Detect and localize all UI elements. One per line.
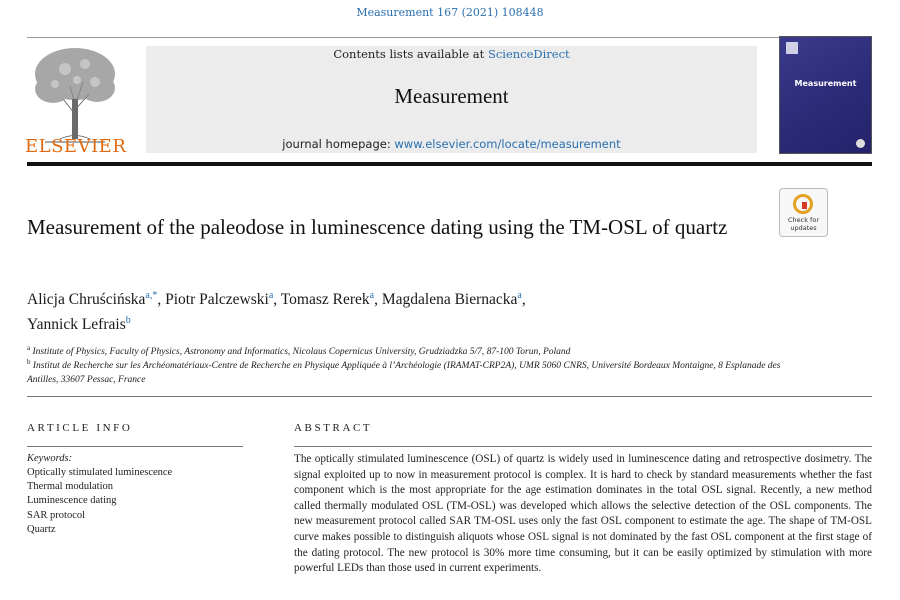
keyword[interactable]: Quartz (27, 523, 56, 535)
update-icon (793, 194, 813, 214)
journal-citation[interactable]: Measurement 167 (2021) 108448 (356, 6, 544, 19)
check-updates-label: Check for updates (788, 216, 819, 232)
divider (27, 37, 872, 38)
keyword[interactable]: Luminescence dating (27, 495, 117, 507)
cover-title: Measurement (794, 79, 857, 88)
journal-name: Measurement (394, 84, 509, 108)
author[interactable]: Tomasz Rerek (280, 291, 370, 309)
divider (294, 446, 872, 447)
bookmark-icon (802, 202, 807, 209)
author[interactable]: Alicja Chruścińska (27, 291, 146, 309)
contents-line (146, 47, 757, 61)
header-rule (27, 162, 872, 166)
author-separator: , (273, 291, 281, 309)
author-separator: , (374, 291, 382, 309)
abstract-text: The optically stimulated luminescence (OSL) of quartz is widely used in luminescence dating and retrospective dosimetry. The signal exploited up to now in measurement protocol is complex. It is hard to check by standard measurements whether the fast component which is the most appropriate for the age estimation dominates in the total OSL signal. Recently, a new method called thermally modulated OSL (TM-OSL) was developed which allows the selective detection of the OSL components. The new measurement protocol called SAR TM-OSL uses only the fast OSL component to estimate the age. The shape of TM-OSL curve makes possible to distinguish aliquots whose OSL signal is not dominated by the fast OSL component at the first stage of the dating protocol. The new protocol is 30% more time consuming, but it can be easily optimized by stimulation with more powerful LEDs than those used in current experiments. (294, 453, 872, 575)
cover-globe-icon (856, 139, 865, 148)
contents-prefix: Contents lists available at (333, 47, 488, 61)
affiliation-mark: b (27, 358, 31, 366)
keyword[interactable]: Thermal modulation (27, 481, 114, 493)
abstract-heading: ABSTRACT (294, 422, 373, 434)
author-affiliation-mark[interactable]: a,* (145, 290, 158, 301)
journal-cover[interactable] (779, 36, 872, 154)
article-title: Measurement of the paleodose in luminescence dating using the TM-OSL of quartz (27, 215, 728, 239)
article-info-heading: ARTICLE INFO (27, 422, 133, 434)
affiliation-mark: a (27, 344, 31, 352)
homepage-prefix: journal homepage: (282, 137, 395, 151)
check-for-updates-button[interactable] (779, 188, 828, 237)
homepage-line (146, 137, 757, 151)
author[interactable]: Magdalena Biernacka (381, 291, 518, 309)
affiliation-text: Institut de Recherche sur les Archéomatériaux-Centre de Recherche en Physique Appliquée à l’Archéologie (IRAMAT-CRP2A), UMR 5060 CNRS, Université Bordeaux Montaigne, 8 Esplanade des Antilles, 33607 Pessac, France (27, 361, 781, 386)
keywords-label: Keywords: (27, 453, 73, 464)
cover-publisher-logo (786, 42, 798, 54)
sciencedirect-link[interactable]: ScienceDirect (487, 47, 570, 61)
affiliation-text: Institute of Physics, Faculty of Physics, Astronomy and Informatics, Nicolaus Copernicus University, Grudziadzka 5/7, 87-100 Torun, Poland (32, 347, 571, 358)
publisher-wordmark[interactable]: ELSEVIER (25, 136, 127, 157)
author-affiliation-mark[interactable]: a (517, 290, 522, 301)
author[interactable]: Yannick Lefrais (27, 316, 126, 334)
author-affiliation-mark[interactable]: a (369, 290, 375, 301)
author-separator: , (157, 291, 166, 309)
keyword-list (27, 466, 172, 537)
keyword[interactable]: SAR protocol (27, 509, 86, 521)
author[interactable]: Piotr Palczewski (165, 291, 269, 309)
homepage-link[interactable]: www.elsevier.com/locate/measurement (394, 137, 621, 151)
keyword[interactable]: Optically stimulated luminescence (27, 467, 173, 478)
divider (27, 446, 243, 447)
affiliation-b (27, 355, 807, 387)
divider (27, 396, 872, 397)
author-affiliation-mark[interactable]: a (268, 290, 274, 301)
author-affiliation-mark[interactable]: b (125, 315, 131, 327)
author-list (27, 285, 747, 335)
author-separator: , (521, 291, 526, 309)
